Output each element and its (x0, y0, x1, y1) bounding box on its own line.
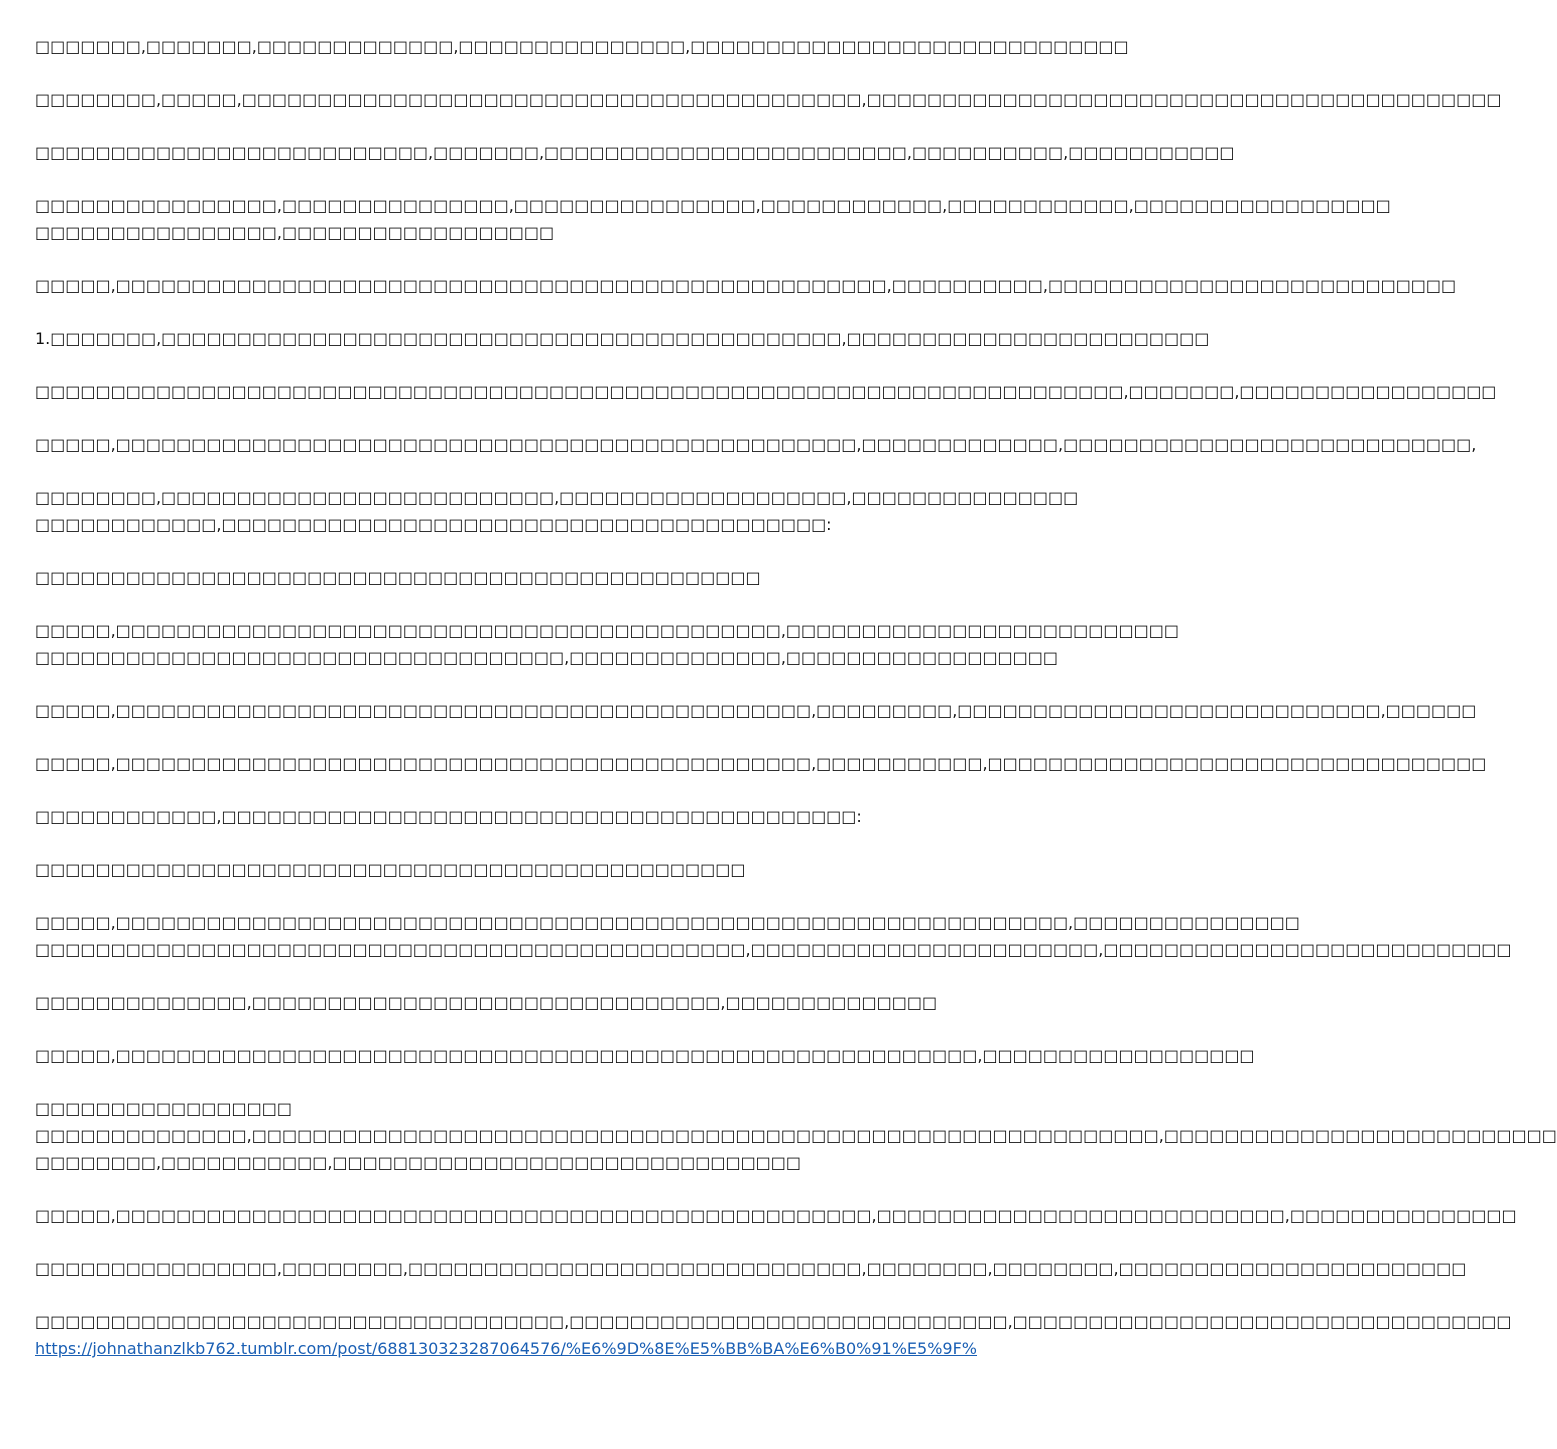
paragraph (35, 33, 1129, 60)
paragraph (35, 697, 1477, 724)
paragraph (35, 1042, 1255, 1069)
paragraph (35, 139, 1235, 166)
source-link[interactable]: https://johnathanzlkb762.tumblr.com/post/688130323287064576/%E6%9D%8E%E5%BB%BA%E6%B0%91%E5%9F% (35, 1339, 978, 1358)
text-line: □□□□□□□□□□□□□□□□□ (35, 1099, 292, 1118)
text-line: □□□□□□□□□□□□□□□□□□□□□□□□□□,□□□□□□□,□□□□□□□□□□□□□□□□□□□□□□□□,□□□□□□□□□□,□□□□□□□□□□□ (35, 143, 1235, 162)
text-line: □□□□□,□□□□□□□□□□□□□□□□□□□□□□□□□□□□□□□□□□□□□□□□□□□□□□□□□□□□□□□□□□□□□□□,□□□□□□□□□□□□□□□ (35, 913, 1300, 932)
text-line: □□□□□,□□□□□□□□□□□□□□□□□□□□□□□□□□□□□□□□□□□□□□□□□□□□□□□□□,□□□□□□□□□□□□□,□□□□□□□□□□□□□□□□□□□□□□□□□□□, (35, 435, 1477, 454)
document-body (35, 33, 1557, 1388)
paragraph (35, 856, 990, 883)
text-line: □□□□□□□□□□□□□□□□,□□□□□□□□,□□□□□□□□□□□□□□□□□□□□□□□□□□□□□□,□□□□□□□□,□□□□□□□□,□□□□□□□□□□□□□□□□□□□□□□□ (35, 1259, 1467, 1278)
text-line: □□□□□,□□□□□□□□□□□□□□□□□□□□□□□□□□□□□□□□□□□□□□□□□□□□□□,□□□□□□□□□□□,□□□□□□□□□□□□□□□□□□□□□□□□□□□□□□□□□ (35, 754, 1487, 773)
paragraph (35, 431, 1477, 458)
paragraph (35, 1202, 1517, 1229)
text-line: □□□□□□□□,□□□□□□□□□□□,□□□□□□□□□□□□□□□□□□□□□□□□□□□□□□□ (35, 1153, 802, 1172)
text-line: □□□□□□□□□□□□,□□□□□□□□□□□□□□□□□□□□□□□□□□□□□□□□□□□□□□□□□□: (35, 807, 862, 826)
text-line: □□□□□□□□□□□□,□□□□□□□□□□□□□□□□□□□□□□□□□□□□□□□□□□□□□□□□: (35, 515, 832, 534)
text-line: 1.□□□□□□□,□□□□□□□□□□□□□□□□□□□□□□□□□□□□□□□□□□□□□□□□□□□□□,□□□□□□□□□□□□□□□□□□□□□□□□ (35, 329, 1210, 348)
text-line: □□□□□□□□,□□□□□,□□□□□□□□□□□□□□□□□□□□□□□□□□□□□□□□□□□□□□□□□,□□□□□□□□□□□□□□□□□□□□□□□□□□□□□□□□□□□□□□□□□□ (35, 90, 1502, 109)
text-line: □□□□□□□□□□□□□□□□,□□□□□□□□□□□□□□□□□□ (35, 223, 555, 242)
text-line: □□□□□□□□,□□□□□□□□□□□□□□□□□□□□□□□□□□,□□□□□□□□□□□□□□□□□□□,□□□□□□□□□□□□□□□ (35, 488, 1079, 507)
paragraph (35, 617, 1179, 671)
text-line: □□□□□□□□□□□□□□□□□□□□□□□□□□□□□□□□□□□,□□□□□□□□□□□□□□,□□□□□□□□□□□□□□□□□□ (35, 648, 1059, 667)
paragraph (35, 86, 1502, 113)
paragraph (35, 325, 1210, 352)
text-line: □□□□□,□□□□□□□□□□□□□□□□□□□□□□□□□□□□□□□□□□□□□□□□□□□□□□,□□□□□□□□□,□□□□□□□□□□□□□□□□□□□□□□□□□□□□,□□□□□□ (35, 701, 1477, 720)
paragraph (35, 484, 1079, 538)
text-line: □□□□□□□□□□□□□□□□□□□□□□□□□□□□□□□□□□□□□□□□□□□□□□□ (35, 860, 746, 879)
paragraph (35, 909, 1512, 963)
text-line: □□□□□□□□□□□□□□□□□□□□□□□□□□□□□□□□□□□□□□□□□□□□□□□□ (35, 568, 761, 587)
text-line: □□□□□□□□□□□□□□,□□□□□□□□□□□□□□□□□□□□□□□□□□□□□□□□□□□□□□□□□□□□□□□□□□□□□□□□□□□□,□□□□□□□□□□□□□□□□□□□□□□□□□□ (35, 1126, 1557, 1145)
text-line: □□□□□,□□□□□□□□□□□□□□□□□□□□□□□□□□□□□□□□□□□□□□□□□□□□□□□□□□,□□□□□□□□□□□□□□□□□□□□□□□□□□□,□□□□□□□□□□□□□□□ (35, 1206, 1517, 1225)
text-line: □□□□□□□□□□□□□□□□□□□□□□□□□□□□□□□□□□□□□□□□□□□□□□□,□□□□□□□□□□□□□□□□□□□□□□□,□□□□□□□□□□□□□□□□□□□□□□□□□□□ (35, 940, 1512, 959)
text-line: □□□□□□□□□□□□□□,□□□□□□□□□□□□□□□□□□□□□□□□□□□□□□□,□□□□□□□□□□□□□□ (35, 993, 938, 1012)
paragraph (35, 564, 990, 591)
paragraph (35, 272, 1457, 299)
paragraph (35, 803, 990, 830)
text-line: □□□□□□□□□□□□□□□□,□□□□□□□□□□□□□□□,□□□□□□□□□□□□□□□□,□□□□□□□□□□□□,□□□□□□□□□□□□,□□□□□□□□□□□□□□□□□ (35, 196, 1391, 215)
text-line: □□□□□□□□□□□□□□□□□□□□□□□□□□□□□□□□□□□,□□□□□□□□□□□□□□□□□□□□□□□□□□□□□,□□□□□□□□□□□□□□□□□□□□□□□□□□□□□□□□□ (35, 1312, 1512, 1331)
paragraph (35, 1095, 1557, 1176)
paragraph (35, 1255, 1467, 1282)
text-line: □□□□□,□□□□□□□□□□□□□□□□□□□□□□□□□□□□□□□□□□□□□□□□□□□□□□□□□□□,□□□□□□□□□□,□□□□□□□□□□□□□□□□□□□□□□□□□□□ (35, 276, 1457, 295)
text-line: □□□□□,□□□□□□□□□□□□□□□□□□□□□□□□□□□□□□□□□□□□□□□□□□□□,□□□□□□□□□□□□□□□□□□□□□□□□□□ (35, 621, 1179, 640)
text-line: □□□□□,□□□□□□□□□□□□□□□□□□□□□□□□□□□□□□□□□□□□□□□□□□□□□□□□□□□□□□□□□,□□□□□□□□□□□□□□□□□□ (35, 1046, 1255, 1065)
paragraph (35, 989, 990, 1016)
paragraph (35, 750, 1487, 777)
text-line: □□□□□□□,□□□□□□□,□□□□□□□□□□□□□,□□□□□□□□□□□□□□□,□□□□□□□□□□□□□□□□□□□□□□□□□□□□□ (35, 37, 1129, 56)
text-line: □□□□□□□□□□□□□□□□□□□□□□□□□□□□□□□□□□□□□□□□□□□□□□□□□□□□□□□□□□□□□□□□□□□□□□□□,□□□□□□□,□□□□□□□□□□□□□□□□□ (35, 382, 1497, 401)
paragraph (35, 192, 1391, 246)
paragraph (35, 378, 1497, 405)
paragraph (35, 1308, 1512, 1362)
